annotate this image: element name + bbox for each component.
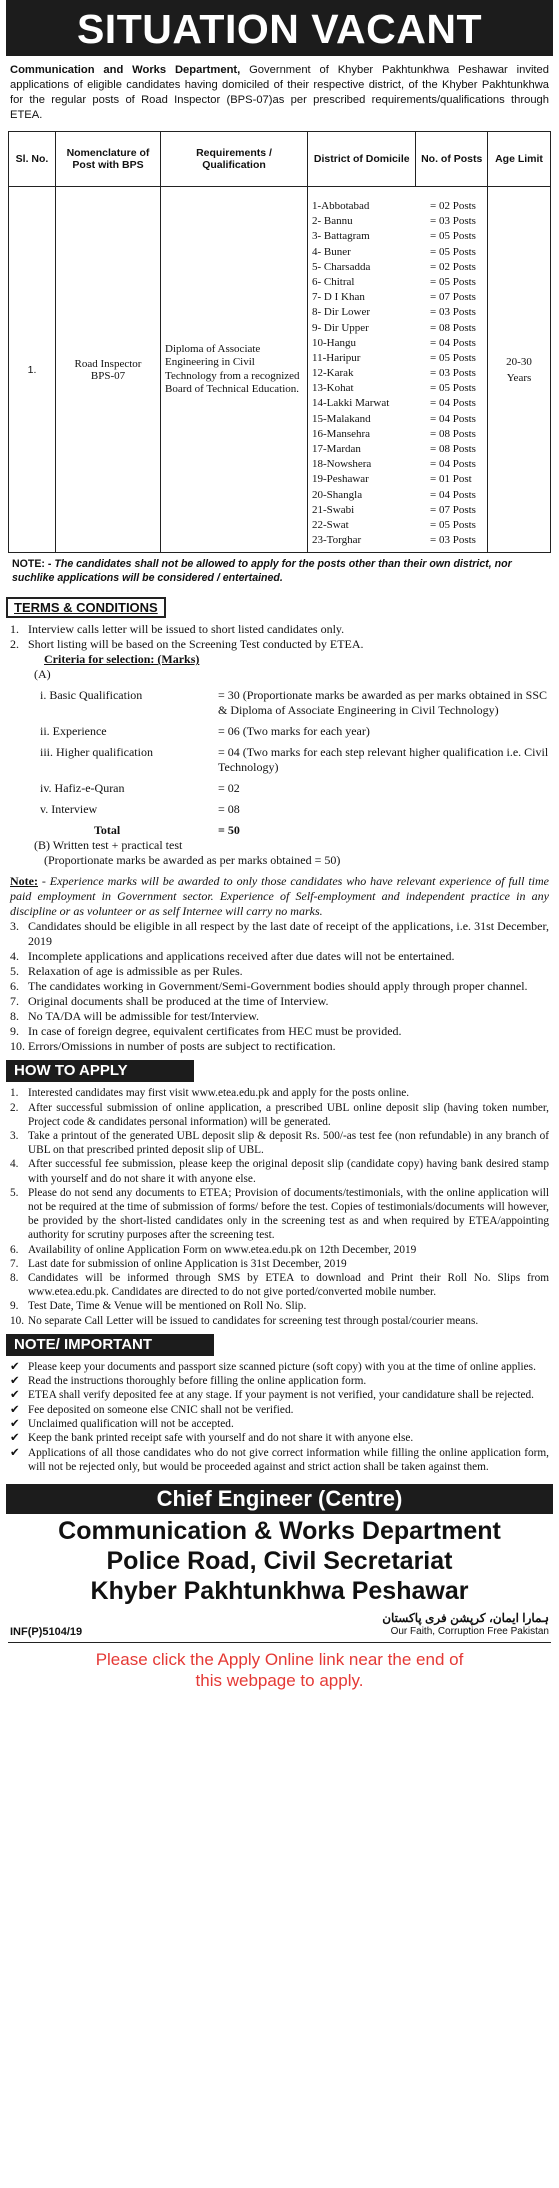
district-name: 8- Dir Lower	[312, 306, 371, 319]
list-item	[10, 1129, 549, 1157]
district-row	[308, 457, 487, 472]
district-posts: = 05 Posts	[430, 230, 476, 243]
criteria-title: Criteria for selection: (Marks)	[44, 652, 200, 667]
marks-list	[34, 688, 549, 823]
list-number: 6.	[10, 1243, 19, 1256]
district-posts: = 04 Posts	[430, 412, 476, 425]
marks-item	[34, 688, 549, 718]
district-name: 10-Hangu	[312, 336, 356, 349]
district-posts: = 02 Posts	[430, 260, 476, 273]
list-number: 8.	[10, 1271, 19, 1284]
district-posts: = 04 Posts	[430, 488, 476, 501]
district-posts: = 08 Posts	[430, 443, 476, 455]
list-number: 3.	[10, 1129, 19, 1142]
district-posts: = 04 Posts	[430, 397, 476, 410]
list-item	[10, 1257, 549, 1271]
cell-districts	[308, 187, 488, 553]
intro-text: Government of Khyber Pakhtunkhwa Peshawar invited applications of eligible candidates having domiciled of their respective district, of the Khyber Pakhtunkhwa for the regular posts of Road Inspector (BPS-07)as per prescribed requirements/qualifications through ETEA.	[10, 64, 549, 121]
district-row	[308, 442, 487, 457]
district-row	[308, 305, 487, 320]
bullet-icon: ✔	[10, 1403, 20, 1416]
urdu-slogan: ہمارا ایمان، کرپشن فری پاکستان	[382, 1611, 549, 1626]
list-text: In case of foreign degree, equivalent certificates from HEC must be provided.	[28, 1024, 402, 1039]
cell-sl: 1.	[9, 187, 56, 553]
posts-table	[8, 131, 551, 553]
district-posts: = 03 Posts	[430, 367, 476, 380]
district-name: 13-Kohat	[312, 382, 354, 395]
cell-age	[488, 187, 551, 553]
district-posts: = 08 Posts	[430, 427, 476, 440]
footer	[10, 1612, 549, 1638]
district-row	[308, 229, 487, 244]
marks-item	[34, 781, 549, 796]
district-row	[308, 381, 487, 396]
list-item	[10, 1374, 549, 1388]
criteria-a: (A)	[34, 667, 51, 682]
district-row	[308, 260, 487, 275]
district-row	[308, 503, 487, 518]
terms-items	[10, 919, 549, 1054]
header-age: Age Limit	[488, 132, 551, 187]
district-row	[308, 412, 487, 427]
list-item	[10, 1186, 549, 1243]
list-number: 10.	[10, 1039, 25, 1054]
district-name: 20-Shangla	[312, 488, 363, 501]
list-text: Errors/Omissions in number of posts are subject to rectification.	[28, 1039, 336, 1054]
table-header-row	[9, 132, 551, 187]
district-row	[308, 488, 487, 503]
district-name: 14-Lakki Marwat	[312, 397, 390, 410]
district-row	[308, 275, 487, 290]
banner-title: SITUATION VACANT	[6, 0, 553, 56]
list-number: 4.	[10, 949, 19, 964]
marks-value: = 04 (Two marks for each step relevant higher qualification i.e. Civil Technology)	[218, 745, 549, 775]
table-row	[9, 187, 551, 553]
bullet-icon: ✔	[10, 1432, 20, 1445]
district-list	[308, 199, 487, 548]
note-text: The candidates shall not be allowed to apply for the posts other than their own district, nor suchlike applications will be considered / entertained.	[12, 558, 512, 585]
district-row	[308, 472, 487, 487]
marks-total: Total = 50	[94, 823, 240, 838]
list-number: 5.	[10, 964, 19, 979]
list-item	[10, 1417, 549, 1431]
district-name: 9- Dir Upper	[312, 321, 369, 334]
marks-value: = 30 (Proportionate marks be awarded as per marks obtained in SSC & Diploma of Associate Engineering in Civil Technology)	[218, 688, 548, 718]
district-name: 12-Karak	[312, 367, 354, 380]
district-name: 18-Nowshera	[312, 458, 372, 471]
list-text: Incomplete applications and applications received after due dates will not be entertained.	[28, 949, 455, 964]
experience-note	[10, 874, 549, 919]
list-text: The candidates working in Government/Semi-Government bodies should apply through proper channel.	[28, 979, 528, 994]
list-item	[10, 949, 549, 964]
list-text: Please do not send any documents to ETEA; Provision of documents/testimonials, with the online application will not be required at the time of submission of forms/ before the test. Copies of testimonials/documents will however, be provided by the short-listed candidates only in the screening test as and when required by ETEA/appointing authority for scrutiny purposes after the screening test.	[28, 1186, 549, 1242]
important-title: NOTE/ IMPORTANT	[6, 1334, 214, 1356]
apply-online-note: Please click the Apply Online link near the end of this webpage to apply.	[95, 1650, 464, 1691]
district-row	[308, 396, 487, 411]
bullet-icon: ✔	[10, 1360, 20, 1373]
list-number: 6.	[10, 979, 19, 994]
post-name: Road Inspector	[74, 357, 142, 370]
list-item	[10, 1403, 549, 1417]
district-row	[308, 199, 487, 214]
bullet-icon: ✔	[10, 1375, 20, 1388]
list-number: 5.	[10, 1186, 19, 1199]
list-text: After successful fee submission, please keep the original deposit slip (candidate copy) having bank desired stamp with yourself and do not share it with anyone else.	[28, 1158, 549, 1185]
marks-label: ii. Experience	[40, 724, 107, 739]
list-item	[10, 1039, 549, 1054]
experience-note-label: Note:	[10, 874, 38, 889]
district-posts: = 05 Posts	[430, 382, 476, 395]
list-text: Candidates will be informed through SMS by ETEA to download and Print their Roll No. Slips from www.etea.edu.pk. Candidates are directed to do not give ported/converted mobile number.	[28, 1271, 549, 1299]
list-item	[10, 1024, 549, 1039]
district-row	[308, 290, 487, 305]
list-item	[10, 1360, 549, 1374]
list-item	[10, 1388, 549, 1402]
list-text: Candidates should be eligible in all respect by the last date of receipt of the applications, i.e. 31st December, 2019	[28, 919, 549, 949]
district-row	[308, 245, 487, 260]
district-posts: = 05 Posts	[430, 275, 476, 288]
criteria-b-proportionate: (Proportionate marks be awarded as per marks obtained = 50)	[44, 853, 341, 868]
district-note	[12, 557, 547, 585]
district-posts: = 04 Posts	[430, 336, 476, 349]
district-name: 3- Battagram	[312, 230, 370, 243]
list-number: 8.	[10, 1009, 19, 1024]
intro-lead: Communication and Works Department,	[10, 64, 241, 76]
district-posts: = 03 Posts	[430, 215, 476, 228]
header-post: Nomenclature of Post with BPS	[56, 132, 161, 187]
how-to-apply-list	[10, 1086, 549, 1327]
marks-value: = 06 (Two marks for each year)	[218, 724, 370, 739]
terms-title: TERMS & CONDITIONS	[6, 597, 166, 618]
list-item	[10, 1101, 549, 1129]
marks-value: = 08	[218, 802, 240, 817]
list-item	[10, 1009, 549, 1024]
english-slogan: Our Faith, Corruption Free Pakistan	[390, 1626, 549, 1638]
bullet-icon: ✔	[10, 1446, 20, 1459]
district-name: 19-Peshawar	[312, 473, 369, 486]
marks-item	[34, 745, 549, 775]
district-posts: = 05 Posts	[430, 245, 476, 258]
district-posts: = 03 Posts	[430, 306, 476, 319]
list-item	[10, 1086, 549, 1100]
slogan-block	[382, 1612, 549, 1638]
list-text: Please keep your documents and passport size scanned picture (soft copy) with you at the time of online applies.	[28, 1360, 536, 1373]
district-posts: = 08 Posts	[430, 321, 476, 334]
district-row	[308, 351, 487, 366]
district-name: 7- D I Khan	[312, 291, 365, 304]
post-bps: BPS-07	[90, 369, 126, 382]
address-block	[6, 1514, 553, 1608]
district-name: 1-Abbotabad	[312, 200, 370, 212]
list-text: Last date for submission of online Application is 31st December, 2019	[28, 1257, 347, 1270]
list-number: 2.	[10, 1101, 19, 1114]
list-item	[10, 979, 549, 994]
list-text: ETEA shall verify deposited fee at any stage. If your payment is not verified, your candidature shall be rejected.	[28, 1389, 534, 1402]
marks-value: = 02	[218, 781, 240, 796]
cell-qualification: Diploma of Associate Engineering in Civil Technology from a recognized Board of Technical Education.	[161, 187, 308, 553]
list-text: Interested candidates may first visit www.etea.edu.pk and apply for the posts online.	[28, 1087, 410, 1100]
list-item	[10, 1446, 549, 1475]
age-range: 20-30	[506, 355, 532, 368]
intro-paragraph	[10, 63, 549, 123]
district-row	[308, 336, 487, 351]
list-number: 9.	[10, 1024, 19, 1039]
list-text: Applications of all those candidates who do not give correct information while filling the online application form, will not be rejected only, but would be proceeded against and strict action shall be taken against them.	[28, 1446, 549, 1473]
marks-label: iii. Higher qualification	[40, 745, 153, 760]
list-text: Take a printout of the generated UBL deposit slip & deposit Rs. 500/-as test fee (non refundable) in any branch of UBL on that prescribed printed deposit slip of UBL.	[28, 1129, 549, 1157]
header-sl: Sl. No.	[9, 132, 56, 187]
list-text: Keep the bank printed receipt safe with yourself and do not share it with anyone else.	[28, 1432, 414, 1445]
district-posts: = 02 Posts	[430, 200, 476, 212]
note-label: NOTE: -	[12, 558, 52, 571]
chief-engineer: Chief Engineer (Centre)	[6, 1484, 553, 1514]
list-text: No TA/DA will be admissible for test/Interview.	[28, 1009, 259, 1024]
district-posts: = 05 Posts	[430, 518, 476, 531]
list-text: Relaxation of age is admissible as per Rules.	[28, 964, 243, 979]
list-text: Original documents shall be produced at the time of Interview.	[28, 994, 329, 1009]
list-item	[10, 1271, 549, 1299]
district-name: 21-Swabi	[312, 503, 355, 516]
district-name: 5- Charsadda	[312, 260, 371, 273]
footer-divider	[8, 1642, 551, 1643]
list-number: 1.	[10, 1087, 19, 1100]
list-number: 3.	[10, 919, 19, 934]
list-item	[10, 1157, 549, 1185]
district-row	[308, 427, 487, 442]
header-district: District of Domicile	[308, 132, 416, 187]
list-text: Availability of online Application Form on www.etea.edu.pk on 12th December, 2019	[28, 1243, 417, 1256]
district-posts: = 03 Posts	[430, 534, 476, 547]
list-number: 7.	[10, 1257, 19, 1270]
marks-label: v. Interview	[40, 802, 98, 817]
district-posts: = 07 Posts	[430, 291, 476, 304]
list-text: Test Date, Time & Venue will be mentioned on Roll No. Slip.	[28, 1300, 307, 1313]
list-number: 4.	[10, 1158, 19, 1171]
list-number: 10.	[10, 1314, 25, 1327]
marks-label: iv. Hafiz-e-Quran	[40, 781, 125, 796]
list-item: 2. Short listing will be based on the Screening Test conducted by ETEA.	[10, 637, 364, 652]
address-line: Khyber Pakhtunkhwa Peshawar	[90, 1577, 469, 1606]
address-line: Communication & Works Department	[58, 1517, 501, 1546]
criteria-block	[34, 652, 549, 868]
district-name: 16-Mansehra	[312, 427, 371, 440]
reference-number: INF(P)5104/19	[10, 1626, 83, 1639]
district-posts: = 01 Post	[430, 473, 472, 486]
list-item	[10, 919, 549, 949]
list-number: 7.	[10, 994, 19, 1009]
district-row	[308, 518, 487, 533]
district-row	[308, 214, 487, 229]
list-item	[10, 1299, 549, 1313]
district-name: 11-Haripur	[312, 351, 361, 364]
address-line: Police Road, Civil Secretariat	[106, 1547, 453, 1576]
district-row	[308, 366, 487, 381]
district-row	[308, 321, 487, 336]
list-text: Read the instructions thoroughly before filling the online application form.	[28, 1375, 367, 1388]
district-row	[308, 533, 487, 548]
how-to-apply-title: HOW TO APPLY	[6, 1060, 194, 1082]
marks-label: i. Basic Qualification	[40, 688, 143, 703]
list-text: No separate Call Letter will be issued to candidates for screening test through postal/courier means.	[28, 1314, 479, 1327]
district-name: 17-Mardan	[312, 443, 361, 455]
bullet-icon: ✔	[10, 1417, 20, 1430]
list-item	[10, 994, 549, 1009]
district-name: 15-Malakand	[312, 412, 371, 425]
list-item: 1. Interview calls letter will be issued to short listed candidates only.	[10, 622, 345, 637]
district-name: 4- Buner	[312, 245, 351, 258]
list-item	[10, 1243, 549, 1257]
marks-item	[34, 724, 549, 739]
list-item	[10, 964, 549, 979]
experience-note-text: - Experience marks will be awarded to only those candidates who have relevant experience of full time paid employment in Government sector. Experience of Self-employment and independent practice in any discipline or as volunteer or as self Internee will carry no marks.	[10, 874, 549, 919]
list-item	[10, 1314, 549, 1328]
district-posts: = 07 Posts	[430, 503, 476, 516]
district-posts: = 04 Posts	[430, 458, 476, 471]
district-posts: = 05 Posts	[430, 351, 476, 364]
district-name: 2- Bannu	[312, 215, 353, 228]
list-item	[10, 1431, 549, 1445]
list-text: Unclaimed qualification will not be accepted.	[28, 1417, 234, 1430]
age-unit: Years	[506, 371, 532, 384]
bullet-icon: ✔	[10, 1389, 20, 1402]
marks-item	[34, 802, 549, 817]
district-name: 6- Chitral	[312, 275, 355, 288]
header-posts: No. of Posts	[416, 132, 488, 187]
header-qualification: Requirements / Qualification	[161, 132, 308, 187]
cell-post	[56, 187, 161, 553]
district-name: 22-Swat	[312, 518, 349, 531]
terms-section	[10, 622, 549, 1054]
criteria-b: (B) Written test + practical test	[34, 838, 183, 853]
important-list	[10, 1360, 549, 1474]
district-name: 23-Torghar	[312, 534, 362, 547]
list-number: 9.	[10, 1300, 19, 1313]
list-text: After successful submission of online application, a prescribed UBL online deposit slip (having token number, Project code & candidates personal information) will be generated.	[28, 1101, 549, 1128]
list-text: Fee deposited on someone else CNIC shall not be verified.	[28, 1403, 294, 1416]
